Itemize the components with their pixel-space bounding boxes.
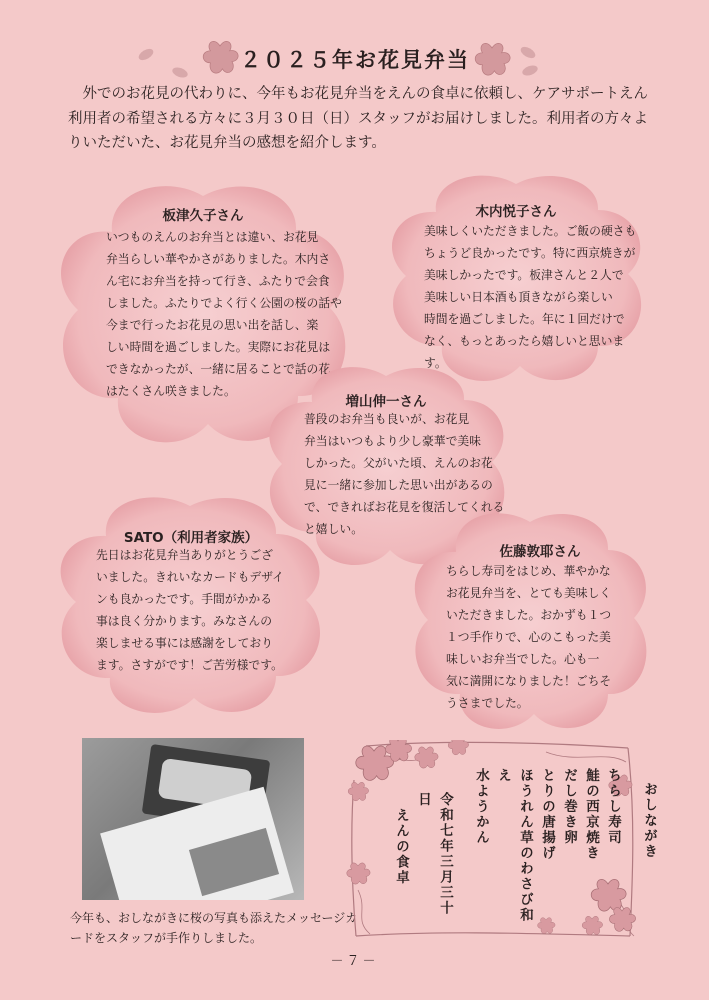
- menu-item: ちらし寿司: [605, 768, 621, 846]
- comment-line: 今まで行ったお花見の思い出を話し、楽: [106, 318, 319, 332]
- comment-line: ん宅にお弁当を持って行き、ふたりで会食: [106, 274, 330, 288]
- photo-caption: 今年も、おしながきに桜の写真も添えたメッセージカードをスタッフが手作りしました。: [70, 911, 358, 945]
- comment-line: うさまでした。: [446, 696, 529, 710]
- comment-text: [96, 544, 328, 676]
- comment-line: 先日はお花見弁当ありがとうござ: [96, 548, 273, 562]
- comment-line: 時間を過ごしました。年に１回だけで: [424, 312, 625, 326]
- comment-text: [446, 560, 646, 714]
- commenter-name: 増山伸一さん: [345, 394, 427, 410]
- menu-item: だし巻き卵: [561, 768, 577, 846]
- comment-line: いつものえんのお弁当とは違い、お花見: [106, 230, 319, 244]
- bento-photo: [82, 738, 304, 900]
- page-number: －７－: [330, 954, 379, 969]
- petal-icon: [171, 66, 189, 80]
- commenter-name: 木内悦子さん: [475, 204, 557, 220]
- menu-item: とりの唐揚げ: [539, 768, 555, 861]
- petal-icon: [137, 47, 155, 63]
- comment-line: 楽しませる事には感謝をしており: [96, 636, 273, 650]
- comment-bubble-sato: [48, 492, 332, 716]
- comment-line: 普段のお弁当も良いが、お花見: [304, 412, 470, 426]
- menu-list: [390, 768, 660, 928]
- comment-line: いました。きれいなカードもデザイ: [96, 570, 284, 584]
- comment-line: 弁当はいつもより少し豪華で美味: [304, 434, 481, 448]
- comment-line: １つ手作りで、心のこもった美: [446, 630, 611, 644]
- menu-heading: おしながき: [641, 782, 657, 860]
- comment-text: [424, 220, 640, 374]
- cherry-blossom-icon: [472, 40, 512, 80]
- comment-line: しい時間を過ごしました。実際にお花見は: [106, 340, 331, 354]
- comment-line: はたくさん咲きました。: [106, 384, 236, 398]
- comment-line: しました。ふたりでよく行く公園の桜の話や: [106, 296, 342, 310]
- comment-line: 見に一緒に参加した思い出があるの: [304, 478, 493, 492]
- comment-line: ちらし寿司をはじめ、華やかな: [446, 564, 611, 578]
- petal-icon: [519, 45, 537, 61]
- comment-line: ちょうど良かったです。特に西京焼きが: [424, 246, 636, 260]
- commenter-name: SATO（利用者家族）: [123, 530, 259, 546]
- petal-icon: [521, 64, 539, 78]
- comment-bubble-kiuchi: [380, 170, 652, 382]
- comment-line: で、できればお花見を復活してくれる: [304, 500, 505, 514]
- commenter-name: 板津久子さん: [162, 208, 244, 224]
- comment-line: 味しいお弁当でした。心も一: [446, 652, 600, 666]
- comment-line: いただきました。おかずも１つ: [446, 608, 612, 622]
- menu-item: 水ようかん: [473, 768, 489, 846]
- menu-item: 鮭の西京焼き: [583, 768, 599, 861]
- comment-bubble-sato-atsuya: [404, 508, 656, 734]
- menu-item: ほうれん草のわさび和え: [495, 768, 533, 923]
- title-row: [0, 36, 709, 86]
- comment-line: 美味しかったです。板津さんと２人で: [424, 268, 624, 282]
- comment-line: ます。さすがです！ご苦労様です。: [96, 658, 283, 672]
- comment-line: ンも良かったです。手間がかかる: [96, 592, 273, 606]
- comment-line: 美味しい日本酒も頂きながら楽しい: [424, 290, 613, 304]
- menu-signature: えんの食卓: [393, 808, 409, 886]
- comment-line: と嬉しい。: [304, 522, 363, 536]
- menu-date: 令和七年三月三十日: [415, 792, 453, 916]
- comment-line: 美味しくいただきました。ご飯の硬さも: [424, 224, 637, 238]
- comment-line: 弁当らしい華やかさがありました。木内さ: [106, 252, 331, 266]
- comment-line: 気に満開になりました！ごちそ: [446, 674, 612, 688]
- comment-line: なく、もっとあったら嬉しいと思います。: [424, 334, 625, 370]
- comment-line: お花見弁当を、とても美味しく: [446, 586, 612, 600]
- page-title: ２０２５年お花見弁当: [240, 48, 470, 72]
- intro-paragraph: 外でのお花見の代わりに、今年もお花見弁当をえんの食卓に依頼し、ケアサポートえん利用者の希望される方々に３月３０日（日）スタッフがお届けしました。利用者の方々よりいただいた、お花見弁当の感想を紹介します。: [68, 86, 648, 151]
- commenter-name: 佐藤敦耶さん: [499, 544, 581, 560]
- comment-line: しかった。父がいた頃、えんのお花: [304, 456, 493, 470]
- comment-line: できなかったが、一緒に居ることで話の花: [106, 362, 331, 376]
- comment-line: 事は良く分かります。みなさんの: [96, 614, 273, 628]
